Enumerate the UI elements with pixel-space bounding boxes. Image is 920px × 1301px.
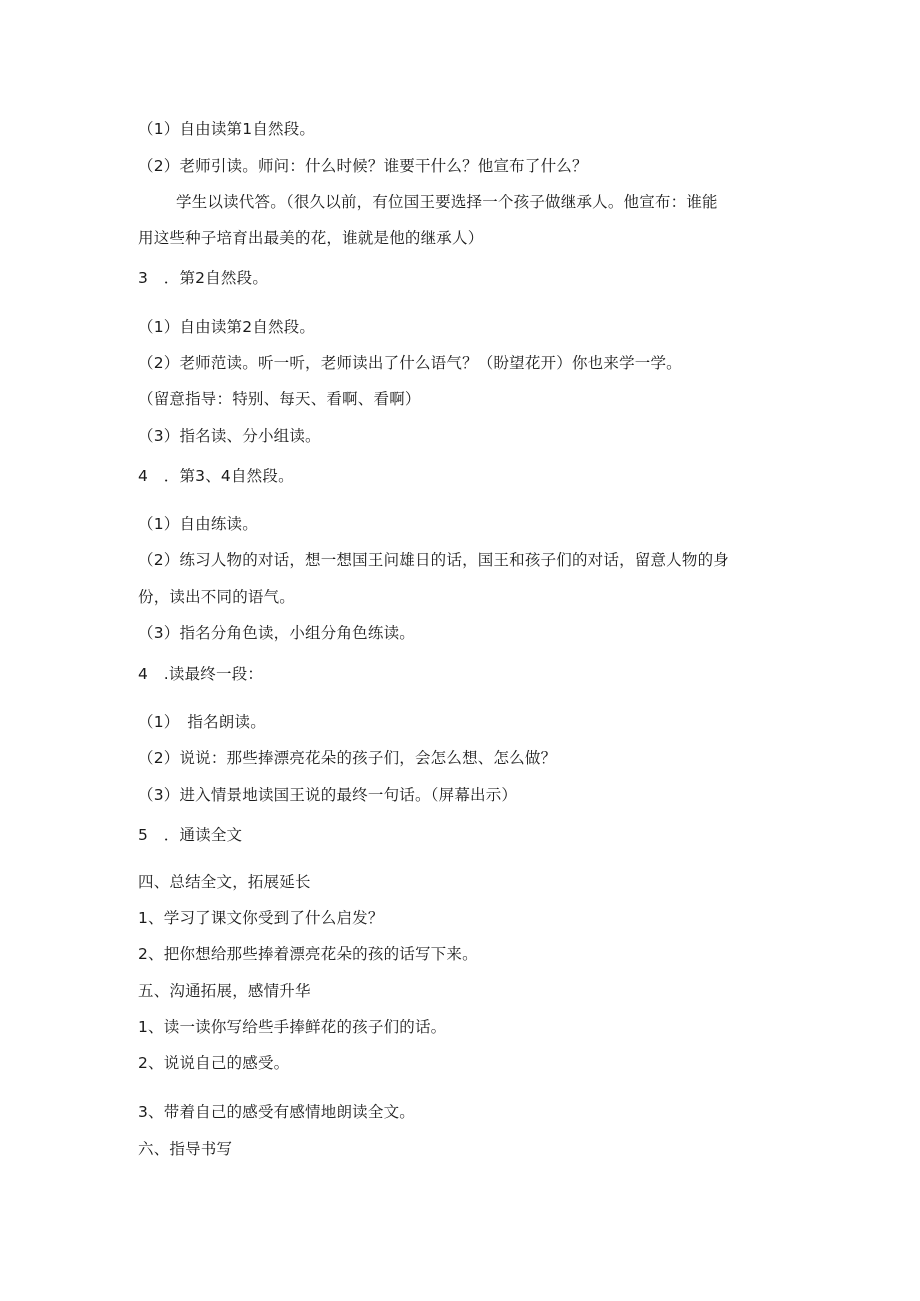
section-heading: 六、指导书写 — [138, 1140, 233, 1158]
text-line: （3）指名读、分小组读。 — [138, 427, 321, 445]
text-line: 3、带着自己的感受有感情地朗读全文。 — [138, 1103, 415, 1121]
text-line: （1）自由读第2自然段。 — [138, 318, 316, 336]
text-line: （1）自由练读。 — [138, 515, 258, 533]
text-line: 用这些种子培育出最美的花，谁就是他的继承人） — [138, 229, 484, 247]
text-line: （2）老师引读。师问：什么时候？谁要干什么？他宣布了什么？ — [138, 157, 588, 175]
text-line: （2）练习人物的对话，想一想国王问雄日的话，国王和孩子们的对话，留意人物的身 — [138, 551, 729, 569]
section-heading: 5 ．通读全文 — [138, 826, 243, 844]
text-line: 学生以读代答。（很久以前，有位国王要选择一个孩子做继承人。他宣布：谁能 — [176, 193, 718, 211]
text-line: 2、把你想给那些捧着漂亮花朵的孩的话写下来。 — [138, 945, 478, 963]
section-heading: 4 .读最终一段： — [138, 665, 264, 683]
text-line: （2）老师范读。听一听，老师读出了什么语气？（盼望花开）你也来学一学。 — [138, 354, 682, 372]
section-heading: 3 ．第2自然段。 — [138, 269, 269, 287]
section-heading: 四、总结全文，拓展延长 — [138, 873, 311, 891]
text-line: 2、说说自己的感受。 — [138, 1054, 290, 1072]
text-line: （留意指导：特别、每天、看啊、看啊） — [138, 390, 421, 408]
text-line: （3）指名分角色读，小组分角色练读。 — [138, 624, 415, 642]
text-line: （3）进入情景地读国王说的最终一句话。（屏幕出示） — [138, 786, 518, 804]
section-heading: 五、沟通拓展，感情升华 — [138, 982, 311, 1000]
text-line: 1、学习了课文你受到了什么启发？ — [138, 909, 384, 927]
text-line: （1） 指名朗读。 — [138, 713, 266, 731]
text-line: 1、读一读你写给些手捧鲜花的孩子们的话。 — [138, 1018, 447, 1036]
text-line: （1）自由读第1自然段。 — [138, 120, 316, 138]
section-heading: 4 ．第3、4自然段。 — [138, 467, 294, 485]
text-line: 份，读出不同的语气。 — [138, 588, 296, 606]
text-line: （2）说说：那些捧漂亮花朵的孩子们，会怎么想、怎么做？ — [138, 749, 557, 767]
